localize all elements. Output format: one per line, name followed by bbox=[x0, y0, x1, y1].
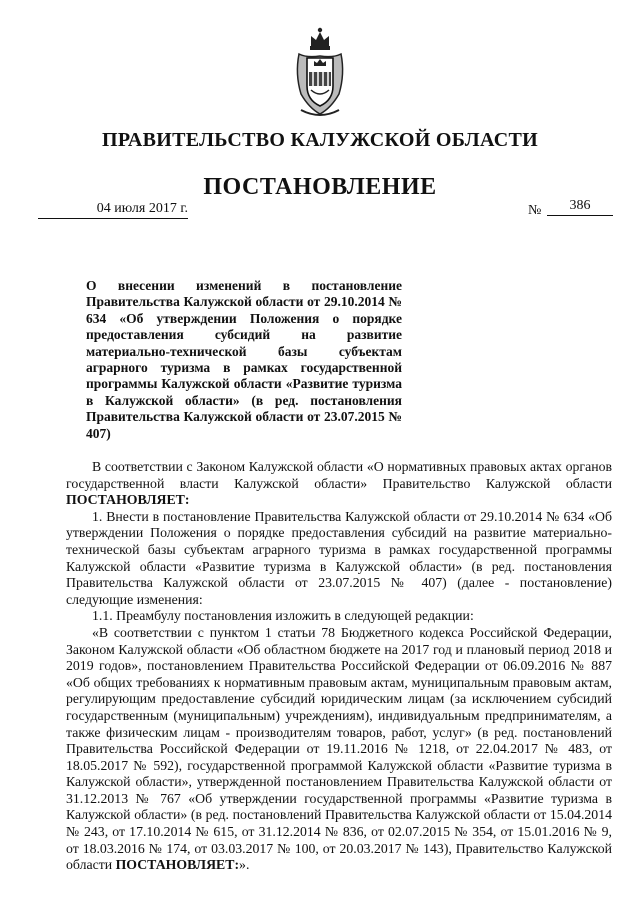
quote-end: ». bbox=[239, 857, 250, 873]
item-1-1-paragraph: 1.1. Преамбулу постановления изложить в следующей редакции: bbox=[92, 608, 474, 624]
quoted-decree-word: ПОСТАНОВЛЯЕТ: bbox=[115, 857, 240, 873]
government-title: ПРАВИТЕЛЬСТВО КАЛУЖСКОЙ ОБЛАСТИ bbox=[102, 129, 538, 151]
decree-word: ПОСТАНОВЛЯЕТ: bbox=[66, 492, 190, 508]
item-1-paragraph: 1. Внести в постановление Правительства Калужской области от 29.10.2014 № 634 «Об утверждении Положения о порядке предоставления субсидий на развитие материально-технической базы субъектам аграрного туризма в рамках государственной программы Калужской области «Развитие туризма в Калужской области» (в ред. постановления Правительства Калужской области от 23.07.2015 № 407) (далее - постановление) следующие изменения: bbox=[66, 508, 612, 607]
document-type-heading: ПОСТАНОВЛЕНИЕ bbox=[203, 174, 437, 200]
document-subject: О внесении изменений в постановление Правительства Калужской области от 29.10.2014 № 634 «Об утверждении Положения о порядке предоставления субсидий на развитие материально-технической базы субъектам аграрного туризма в рамках государственной программы Калужской области «Развитие туризма в Калужской области» (в ред. постановления Правительства Калужской области от 23.07.2015 № 407) bbox=[86, 278, 402, 441]
document-date: 04 июля 2017 г. bbox=[38, 200, 188, 219]
preamble-paragraph bbox=[66, 459, 612, 509]
document-number: 386 bbox=[547, 197, 613, 216]
number-label: № bbox=[528, 203, 542, 218]
document-body bbox=[66, 459, 612, 874]
coat-of-arms-emblem bbox=[289, 24, 351, 120]
quoted-preamble-paragraph bbox=[66, 625, 612, 874]
preamble-text: В соответствии с Законом Калужской области «О нормативных правовых актах органов государственной власти Калужской области» Правительство Калужской области bbox=[66, 459, 612, 491]
quoted-preamble-text: «В соответствии с пунктом 1 статьи 78 Бюджетного кодекса Российской Федерации, Законом Калужской области «Об областном бюджете на 2017 год и плановый период 2018 и 2019 годов», постановлением Правительства Российской Федерации от 06.09.2016 № 887 «Об общих требованиях к нормативным правовым актам, муниципальным правовым актам, регулирующим предоставление субсидий юридическим лицам (за исключением субсидий государственным (муниципальным) учреждениям), индивидуальным предпринимателям, а также физическим лицам - производителям товаров, работ, услуг» (в ред. постановлений Правительства Российской Федерации от 19.11.2016 № 1218, от 22.04.2017 № 483, от 18.05.2017 № 592), государственной программой Калужской области «Развитие туризма в Калужской области», утвержденной постановлением Правительства Калужской области от 31.12.2013 № 767 «Об утверждении государственной программы «Развитие туризма в Калужской области» (в ред. постановлений Правительства Калужской области от 15.04.2014 № 243, от 17.10.2014 № 615, от 31.12.2014 № 836, от 02.07.2015 № 354, от 15.01.2016 № 9, от 18.03.2016 № 174, от 03.03.2017 № 100, от 20.03.2017 № 143), Правительство Калужской области bbox=[66, 624, 612, 873]
